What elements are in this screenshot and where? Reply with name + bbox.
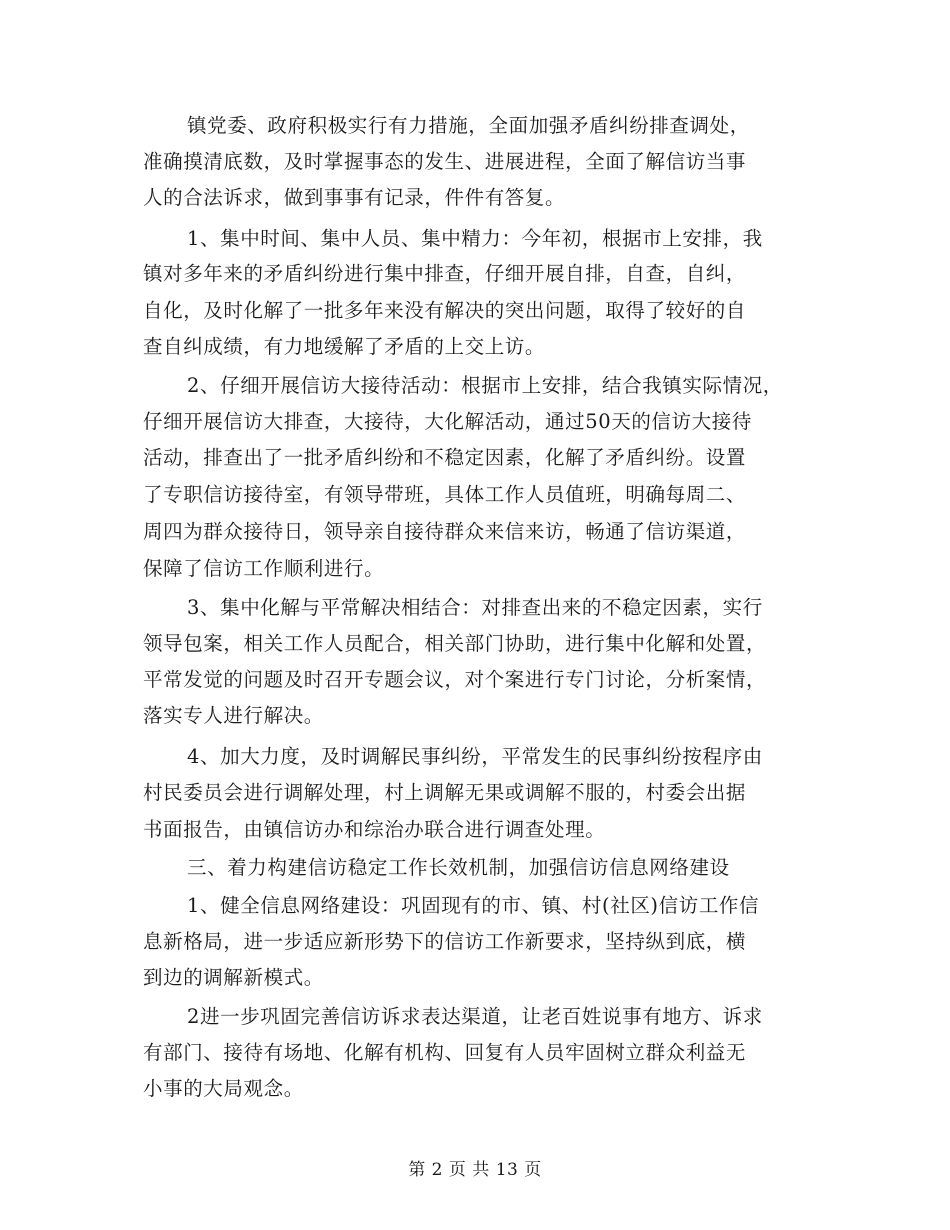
page-number-footer: 第 2 页 共 13 页	[408, 1160, 542, 1180]
paragraph-line: 有部门、接待有场地、化解有机构、回复有人员牢固树立群众利益无	[143, 1041, 747, 1064]
paragraph-line: 书面报告，由镇信访办和综治办联合进行调查处理。	[143, 818, 606, 841]
paragraph-line: 仔细开展信访大排查，大接待，大化解活动，通过50天的信访大接待	[143, 410, 752, 433]
paragraph-line: 人的合法诉求，做到事事有记录，件件有答复。	[143, 186, 566, 209]
paragraph-line: 村民委员会进行调解处理，村上调解无果或调解不服的，村委会出据	[143, 781, 747, 804]
paragraph-line: 到边的调解新模式。	[143, 966, 324, 989]
paragraph-line: 活动，排查出了一批矛盾纠纷和不稳定因素，化解了矛盾纠纷。设置	[143, 446, 747, 469]
paragraph-line: 息新格局，进一步适应新形势下的信访工作新要求，坚持纵到底，横	[143, 930, 747, 953]
paragraph-line: 周四为群众接待日，领导亲自接待群众来信来访，畅通了信访渠道，	[143, 520, 747, 543]
paragraph-line: 落实专人进行解决。	[143, 704, 324, 727]
paragraph-line: 3、集中化解与平常解决相结合：对排查出来的不稳定因素，实行	[187, 596, 763, 619]
paragraph-line: 镇对多年来的矛盾纠纷进行集中排查，仔细开展自排，自查，自纠，	[143, 262, 747, 285]
paragraph-line: 查自纠成绩，有力地缓解了矛盾的上交上访。	[143, 335, 546, 358]
paragraph-line: 2进一步巩固完善信访诉求表达渠道，让老百姓说事有地方、诉求	[187, 1005, 763, 1028]
paragraph-line: 4、加大力度，及时调解民事纠纷，平常发生的民事纠纷按程序由	[187, 745, 763, 768]
paragraph-line: 准确摸清底数，及时掌握事态的发生、进展进程，全面了解信访当事	[143, 150, 747, 173]
paragraph-line: 镇党委、政府积极实行有力措施，全面加强矛盾纠纷排查调处，	[187, 114, 750, 137]
section-heading: 三、着力构建信访稳定工作长效机制，加强信访信息网络建设	[187, 856, 730, 879]
paragraph-line: 平常发觉的问题及时召开专题会议，对个案进行专门讨论，分析案情，	[143, 668, 767, 691]
paragraph-line: 2、仔细开展信访大接待活动：根据市上安排，结合我镇实际情况，	[187, 374, 783, 397]
paragraph-line: 了专职信访接待室，有领导带班，具体工作人员值班，明确每周二、	[143, 483, 747, 506]
paragraph-line: 保障了信访工作顺利进行。	[143, 557, 385, 580]
paragraph-line: 领导包案，相关工作人员配合，相关部门协助，进行集中化解和处置，	[143, 632, 767, 655]
paragraph-line: 小事的大局观念。	[143, 1077, 304, 1100]
paragraph-line: 1、健全信息网络建设：巩固现有的市、镇、村(社区)信访工作信	[187, 894, 760, 917]
paragraph-line: 自化，及时化解了一批多年来没有解决的突出问题，取得了较好的自	[143, 299, 747, 322]
paragraph-line: 1、集中时间、集中人员、集中精力：今年初，根据市上安排，我	[187, 227, 763, 250]
